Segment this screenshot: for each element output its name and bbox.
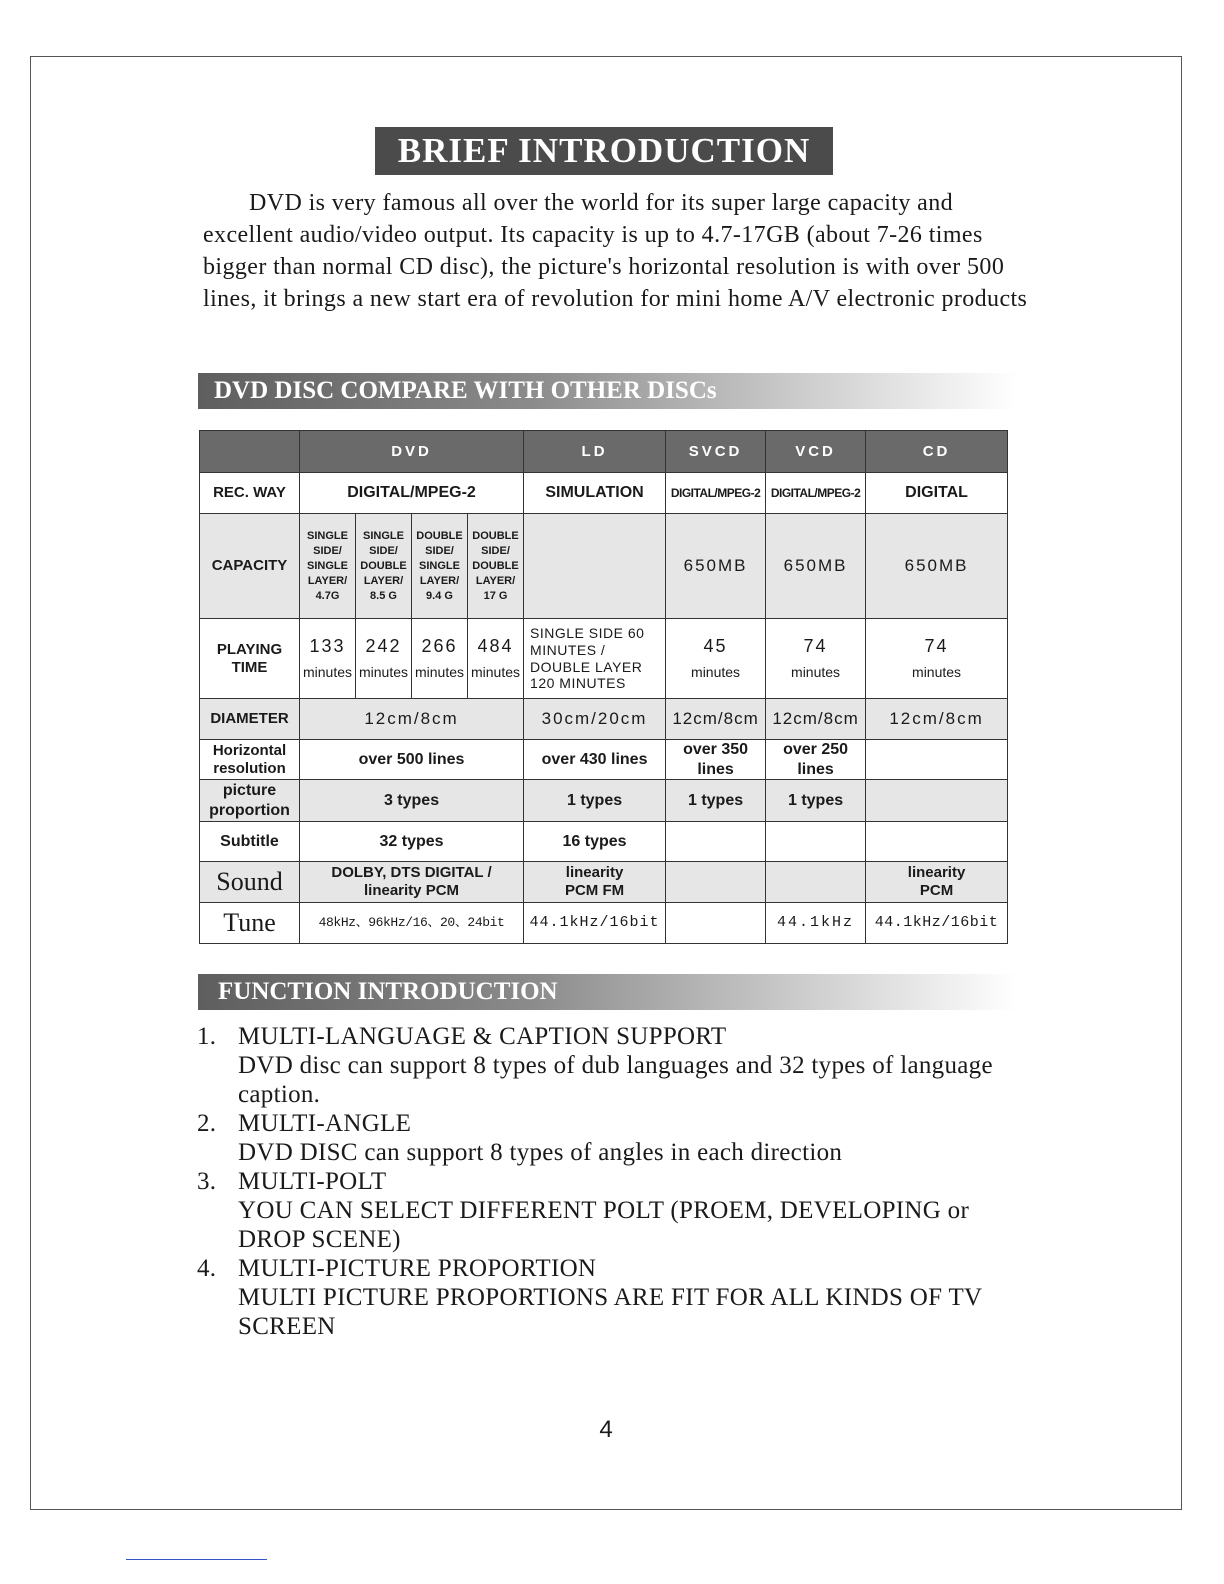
item-number: 4. [197,1255,217,1282]
cell-svcd: over 350 lines [666,740,766,780]
cell-cd [866,822,1008,862]
row-label: Sound [200,862,300,903]
cell-ld: 30cm/20cm [524,699,666,740]
cell-cd: 44.1kHz/16bit [866,903,1008,944]
cell-ld: 16 types [524,822,666,862]
function-heading: FUNCTION INTRODUCTION [198,974,1018,1010]
cell-dvd: over 500 lines [300,740,524,780]
row-label: REC. WAY [200,473,300,514]
table-row-picture-proportion [200,780,1008,822]
cell-svcd [666,822,766,862]
item-description: DVD disc can support 8 types of dub languages and 32 types of language caption. [238,1052,993,1108]
row-label: Tune [200,903,300,944]
list-item [197,1167,1027,1254]
comparison-table [199,430,1008,944]
table-row-tune [200,903,1008,944]
item-number: 1. [197,1023,217,1050]
table-header-row [200,431,1008,473]
cell-dvd-time-4: 484 minutes [468,619,524,699]
cell-dvd: DIGITAL/MPEG-2 [300,473,524,514]
compare-heading: DVD DISC COMPARE WITH OTHER DISCs [198,373,1018,409]
cell-vcd: DIGITAL/MPEG-2 [766,473,866,514]
cell-vcd [766,822,866,862]
header-ld: LD [524,431,666,473]
cell-ld: SIMULATION [524,473,666,514]
row-label: PLAYING TIME [200,619,300,699]
item-number: 2. [197,1110,217,1137]
table-row-diameter [200,699,1008,740]
function-list [197,1022,1027,1341]
cell-ld [524,514,666,619]
cell-vcd: over 250 lines [766,740,866,780]
item-title: MULTI-PICTURE PROPORTION [238,1255,597,1282]
table-row-subtitle [200,822,1008,862]
item-title: MULTI-LANGUAGE & CAPTION SUPPORT [238,1023,727,1050]
cell-dvd: 32 types [300,822,524,862]
item-description: DVD DISC can support 8 types of angles in each direction [238,1139,843,1166]
item-number: 3. [197,1168,217,1195]
row-label: DIAMETER [200,699,300,740]
intro-text: DVD is very famous all over the world for its super large capacity and excellent audio/video output. Its capacity is up to 4.7-17GB (about 7-26 times bigger than normal CD disc), the picture's horizontal resolution is with over 500 lines, it brings a new start era of revolution for mini home A/V electronic products [203,190,1028,312]
cell-dvd: 12cm/8cm [300,699,524,740]
table-row-resolution [200,740,1008,780]
cell-ld: 44.1kHz/16bit [524,903,666,944]
item-description: YOU CAN SELECT DIFFERENT POLT (PROEM, DEVELOPING or DROP SCENE) [238,1197,970,1253]
table-row-capacity [200,514,1008,619]
cell-vcd [766,862,866,903]
item-title: MULTI-POLT [238,1168,387,1195]
cell-vcd: 44.1kHz [766,903,866,944]
intro-paragraph [203,187,1033,315]
footer-rule [126,1559,267,1560]
cell-svcd: 1 types [666,780,766,822]
cell-cd: 12cm/8cm [866,699,1008,740]
list-item [197,1109,1027,1167]
page-title: BRIEF INTRODUCTION [375,127,833,175]
cell-dvd-capacity-2: SINGLE SIDE/ DOUBLE LAYER/ 8.5 G [356,514,412,619]
header-dvd: DVD [300,431,524,473]
cell-svcd: 650MB [666,514,766,619]
cell-ld: linearity PCM FM [524,862,666,903]
cell-svcd: DIGITAL/MPEG-2 [666,473,766,514]
table-row-rec-way [200,473,1008,514]
cell-cd: DIGITAL [866,473,1008,514]
cell-svcd [666,862,766,903]
cell-dvd-capacity-4: DOUBLE SIDE/ DOUBLE LAYER/ 17 G [468,514,524,619]
cell-dvd-capacity-3: DOUBLE SIDE/ SINGLE LAYER/ 9.4 G [412,514,468,619]
cell-dvd-time-3: 266 minutes [412,619,468,699]
cell-vcd: 650MB [766,514,866,619]
page-number: 4 [599,1416,613,1443]
cell-svcd: 12cm/8cm [666,699,766,740]
list-item [197,1254,1027,1341]
header-blank [200,431,300,473]
cell-ld: 1 types [524,780,666,822]
cell-vcd: 1 types [766,780,866,822]
list-item [197,1022,1027,1109]
cell-dvd: 3 types [300,780,524,822]
row-label: Horizontal resolution [200,740,300,780]
cell-dvd: DOLBY, DTS DIGITAL / linearity PCM [300,862,524,903]
row-label: Subtitle [200,822,300,862]
header-svcd: SVCD [666,431,766,473]
cell-dvd-capacity-1: SINGLE SIDE/ SINGLE LAYER/ 4.7G [300,514,356,619]
item-title: MULTI-ANGLE [238,1110,412,1137]
cell-vcd: 74 minutes [766,619,866,699]
cell-cd: 74 minutes [866,619,1008,699]
cell-cd: 650MB [866,514,1008,619]
cell-svcd: 45 minutes [666,619,766,699]
cell-dvd-time-1: 133 minutes [300,619,356,699]
cell-svcd [666,903,766,944]
table-row-playing-time [200,619,1008,699]
cell-cd [866,780,1008,822]
row-label: picture proportion [200,780,300,822]
header-cd: CD [866,431,1008,473]
cell-dvd: 48kHz、96kHz/16、20、24bit [300,903,524,944]
cell-cd: linearity PCM [866,862,1008,903]
cell-vcd: 12cm/8cm [766,699,866,740]
cell-cd [866,740,1008,780]
row-label: CAPACITY [200,514,300,619]
cell-ld: over 430 lines [524,740,666,780]
item-description: MULTI PICTURE PROPORTIONS ARE FIT FOR ALL KINDS OF TV SCREEN [238,1284,982,1340]
cell-ld: SINGLE SIDE 60 MINUTES / DOUBLE LAYER 120 MINUTES [524,619,666,699]
table-row-sound [200,862,1008,903]
header-vcd: VCD [766,431,866,473]
cell-dvd-time-2: 242 minutes [356,619,412,699]
